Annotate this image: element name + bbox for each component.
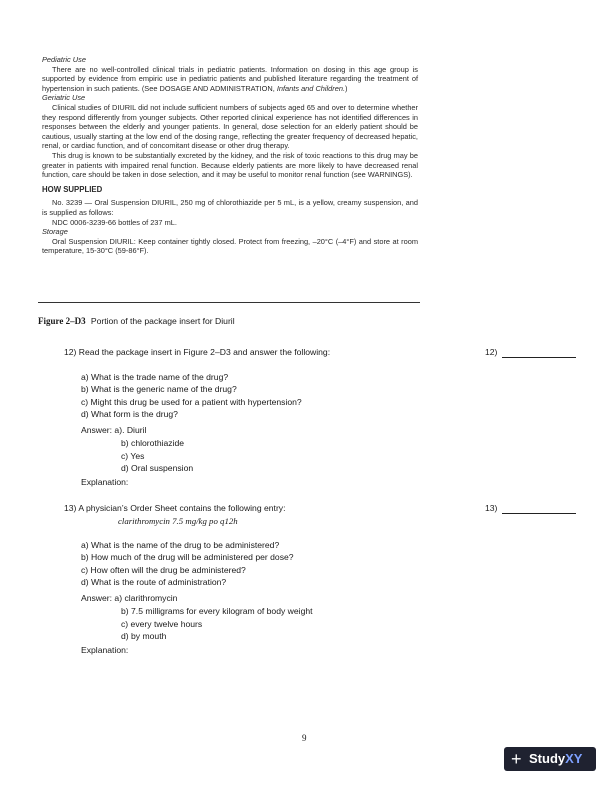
geriatric-use-text-2: This drug is known to be substantially excreted by the kidney, and the risk of toxic reactions to this drug may be greater in patients with impaired renal function. Because elderly patients are more likely to have decreased renal function, care should be taken in dose selection, and it may be useful to monitor renal function (see WARNINGS). — [42, 150, 418, 180]
question-13-number: 13) — [485, 503, 498, 513]
order-sheet-entry: clarithromycin 7.5 mg/kg po q12h — [118, 516, 238, 526]
question-13-answer-b: b) 7.5 milligrams for every kilogram of body weight — [121, 606, 313, 616]
page-number: 9 — [302, 733, 307, 743]
pediatric-use-text: There are no well-controlled clinical trials in pediatric patients. Information on dosing in this age group is supported by evidence from empiric use in pediatric patients and published literature regarding the treatment of hypertension in such patients. (See DOSAGE AND ADMINISTRATION, Infants and Children.) — [42, 64, 418, 93]
geriatric-use-text-1: Clinical studies of DIURIL did not include sufficient numbers of subjects aged 65 and over to determine whether they respond differently from younger subjects. Other reported clinical experience has not identified differences in responses between the elderly and younger patients. In general, dose selection for an elderly patient should be cautious, usually starting at the low end of the dosing range, reflecting the greater frequency of decreased hepatic, renal, or cardiac function, and of concomitant disease or other drug therapy. — [42, 102, 418, 151]
question-12-answer-a: Answer: a). Diuril — [81, 425, 147, 435]
how-supplied-text: No. 3239 — Oral Suspension DIURIL, 250 mg of chlorothiazide per 5 mL, is a yellow, creamy suspension, and is supplied as follows: — [42, 198, 418, 217]
question-13-explanation: Explanation: — [81, 645, 129, 655]
storage-text: Oral Suspension DIURIL: Keep container tightly closed. Protect from freezing, –20°C (–4°F) and store at room temperature, 15-30°C (59-86°F). — [42, 236, 418, 256]
question-12-number: 12) — [485, 347, 498, 357]
question-13-answer-c: c) every twelve hours — [121, 619, 203, 629]
question-12-answer-blank[interactable] — [502, 357, 576, 358]
question-13-item-a: a) What is the name of the drug to be administered? — [81, 540, 280, 550]
question-12-explanation: Explanation: — [81, 477, 129, 487]
plus-icon: + — [511, 749, 522, 769]
question-12-item-c: c) Might this drug be used for a patient with hypertension? — [81, 397, 302, 407]
figure-caption — [38, 316, 235, 326]
question-13-item-b: b) How much of the drug will be administered per dose? — [81, 552, 294, 562]
geriatric-use-heading: Geriatric Use — [42, 93, 86, 103]
question-13-answer-a: Answer: a) clarithromycin — [81, 593, 178, 603]
question-12-answer-b: b) chlorothiazide — [121, 438, 185, 448]
logo-text: StudyXY — [529, 751, 583, 766]
how-supplied-heading: HOW SUPPLIED — [42, 184, 103, 194]
question-13-item-c: c) How often will the drug be administered? — [81, 565, 246, 575]
question-13-answer-d: d) by mouth — [121, 631, 167, 641]
question-12-item-d: d) What form is the drug? — [81, 409, 178, 419]
question-13-prompt: 13) A physician’s Order Sheet contains the following entry: — [64, 503, 286, 513]
question-12-answer-c: c) Yes — [121, 451, 145, 461]
figure-caption-text: Portion of the package insert for Diuril — [90, 316, 235, 326]
question-12-item-a: a) What is the trade name of the drug? — [81, 372, 229, 382]
ndc-text: NDC 0006-3239-66 bottles of 237 mL. — [52, 217, 177, 227]
question-13-answer-blank[interactable] — [502, 513, 576, 514]
question-12-prompt: 12) Read the package insert in Figure 2–D3 and answer the following: — [64, 347, 331, 357]
package-insert-excerpt — [42, 55, 418, 256]
question-12-answer-d: d) Oral suspension — [121, 463, 194, 473]
studyxy-logo[interactable] — [504, 747, 596, 771]
pediatric-use-heading: Pediatric Use — [42, 55, 86, 64]
question-12-item-b: b) What is the generic name of the drug? — [81, 384, 237, 394]
figure-label: Figure 2–D3 — [38, 316, 86, 326]
question-13-item-d: d) What is the route of administration? — [81, 577, 227, 587]
figure-divider — [38, 302, 420, 303]
storage-heading: Storage — [42, 227, 68, 237]
